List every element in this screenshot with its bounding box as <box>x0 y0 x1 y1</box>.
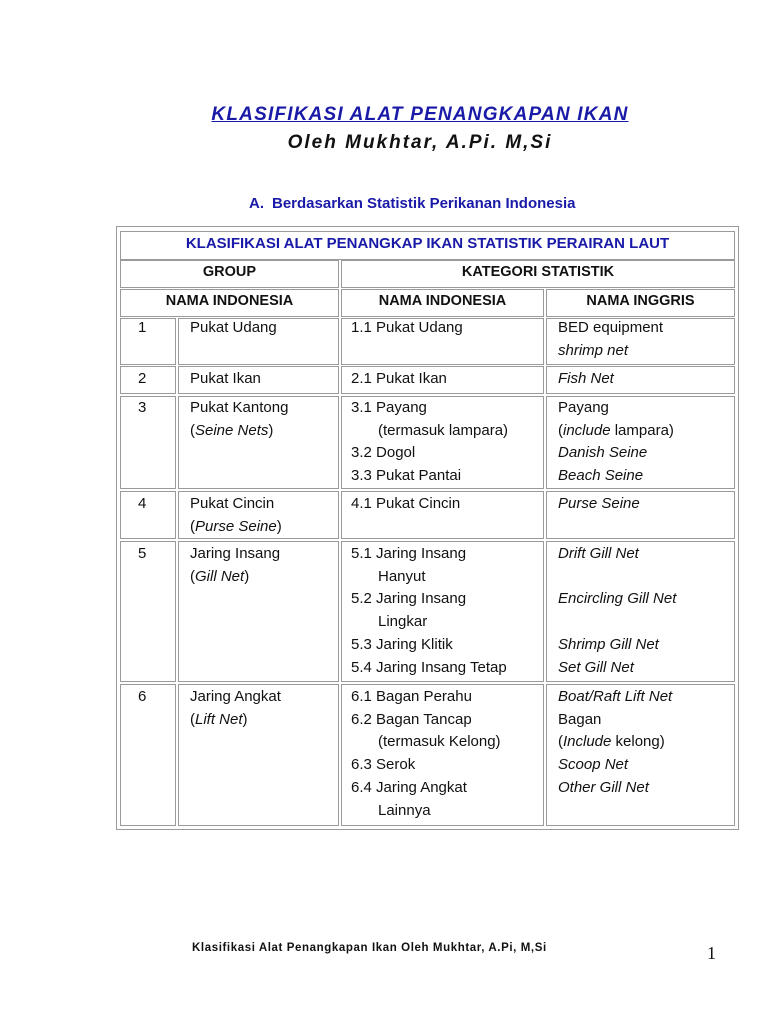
category-english: Purse Seine <box>558 495 640 512</box>
page-footer: Klasifikasi Alat Penangkapan Ikan Oleh Mukhtar, A.Pi, M,Si <box>192 942 547 954</box>
table-row-4-no-cell <box>120 491 176 539</box>
group-name: Jaring Angkat (Lift Net) <box>190 688 281 728</box>
category-line: Lingkar <box>378 613 428 631</box>
category-line: 5.2 Jaring Insang <box>351 590 467 608</box>
category-line-italic: Include <box>563 733 612 751</box>
category-line: (termasuk Kelong) <box>378 733 501 751</box>
category-line: 5.4 Jaring Insang Tetap <box>351 658 507 676</box>
kategori-header: KATEGORI STATISTIK <box>341 260 735 288</box>
category-line: 3.1 Payang <box>351 399 427 416</box>
category-line: Other Gill Net <box>558 778 649 796</box>
category-line: (termasuk lampara) <box>378 421 509 439</box>
category-english: Payang (include lampara) Danish Seine Beach Seine <box>558 399 674 485</box>
group-name-text: Jaring Angkat <box>190 688 281 705</box>
category-line-italic: include <box>563 421 611 439</box>
col-header-nama-inggris: NAMA INGGRIS <box>546 289 735 317</box>
group-name-text: Jaring Insang <box>190 545 281 562</box>
category-line: Danish Seine <box>558 444 648 462</box>
category-line: Set Gill Net <box>558 658 634 676</box>
category-line: 3.3 Pukat Pantai <box>351 467 462 485</box>
category-indonesia <box>351 543 507 679</box>
document-title: KLASIFIKASI ALAT PENANGKAPAN IKAN <box>211 104 629 125</box>
category-line: 6.2 Bagan Tancap <box>351 710 472 728</box>
table-row-2-no-cell <box>120 366 176 394</box>
category-line: Encircling Gill Net <box>558 590 677 608</box>
row-number: 4 <box>138 495 147 512</box>
page-number: 1 <box>707 943 716 963</box>
group-name-english: Seine Nets <box>195 421 269 439</box>
group-name: Jaring Insang (Gill Net) <box>190 545 281 585</box>
category-line: 3.2 Dogol <box>351 444 416 462</box>
category-english-text: shrimp net <box>558 341 629 359</box>
section-heading <box>249 195 575 212</box>
category-line: Lainnya <box>378 801 431 819</box>
group-name-english: Gill Net <box>195 567 245 585</box>
category-line: 6.1 Bagan Perahu <box>351 688 472 705</box>
category-line: Shrimp Gill Net <box>558 635 659 653</box>
table-caption: KLASIFIKASI ALAT PENANGKAP IKAN STATISTIK PERAIRAN LAUT <box>120 231 735 260</box>
col-header-nama-indonesia: NAMA INDONESIA <box>341 289 544 317</box>
author-line: Oleh Mukhtar, A.Pi. M,Si <box>287 132 553 153</box>
section-letter: A. <box>249 195 264 212</box>
category-indonesia: 4.1 Pukat Cincin <box>351 495 461 512</box>
group-name: Pukat Udang <box>190 319 277 336</box>
category-english <box>558 543 676 679</box>
category-line: Payang <box>558 399 609 416</box>
col-header-nama-indonesia-group: NAMA INDONESIA <box>120 289 339 317</box>
category-line: 5.1 Jaring Insang <box>351 545 467 562</box>
group-name-english: Purse Seine <box>195 517 277 535</box>
category-english-text: BED equipment <box>558 319 664 336</box>
category-indonesia <box>351 397 508 488</box>
group-name: Pukat Ikan <box>190 370 261 387</box>
row-number: 6 <box>138 688 147 705</box>
category-line: Hanyut <box>378 567 426 585</box>
section-title: Berdasarkan Statistik Perikanan Indonesia <box>272 195 576 212</box>
category-line: Boat/Raft Lift Net <box>558 688 673 705</box>
group-name-text: Pukat Cincin <box>190 495 275 512</box>
category-english: Fish Net <box>558 370 614 387</box>
row-number: 5 <box>138 545 147 562</box>
row-number: 1 <box>138 319 147 336</box>
table-row-5-no-cell <box>120 541 176 682</box>
category-line: Scoop Net <box>558 756 629 774</box>
category-line: Beach Seine <box>558 467 644 485</box>
category-indonesia: 2.1 Pukat Ikan <box>351 370 447 387</box>
category-english <box>558 317 663 362</box>
row-number: 2 <box>138 370 147 387</box>
group-name: Pukat Kantong (Seine Nets) <box>190 399 289 439</box>
category-line: 6.4 Jaring Angkat <box>351 778 467 796</box>
category-line: 5.3 Jaring Klitik <box>351 635 453 653</box>
category-line: Drift Gill Net <box>558 545 639 562</box>
category-english: Boat/Raft Lift Net Bagan (Include kelong) Scoop Net Other Gill Net <box>558 688 673 796</box>
group-name-text: Pukat Kantong <box>190 399 289 416</box>
group-header: GROUP <box>120 260 339 288</box>
table-row-6-no-cell <box>120 684 176 826</box>
category-line: 6.3 Serok <box>351 756 416 774</box>
group-name: Pukat Cincin (Purse Seine) <box>190 495 282 535</box>
category-indonesia: 1.1 Pukat Udang <box>351 319 463 336</box>
table-row-1-no-cell <box>120 318 176 365</box>
group-name-english: Lift Net <box>195 710 243 728</box>
row-number: 3 <box>138 399 147 416</box>
category-line: Bagan <box>558 710 602 728</box>
category-indonesia <box>351 686 501 822</box>
table-row-3-no-cell <box>120 396 176 489</box>
